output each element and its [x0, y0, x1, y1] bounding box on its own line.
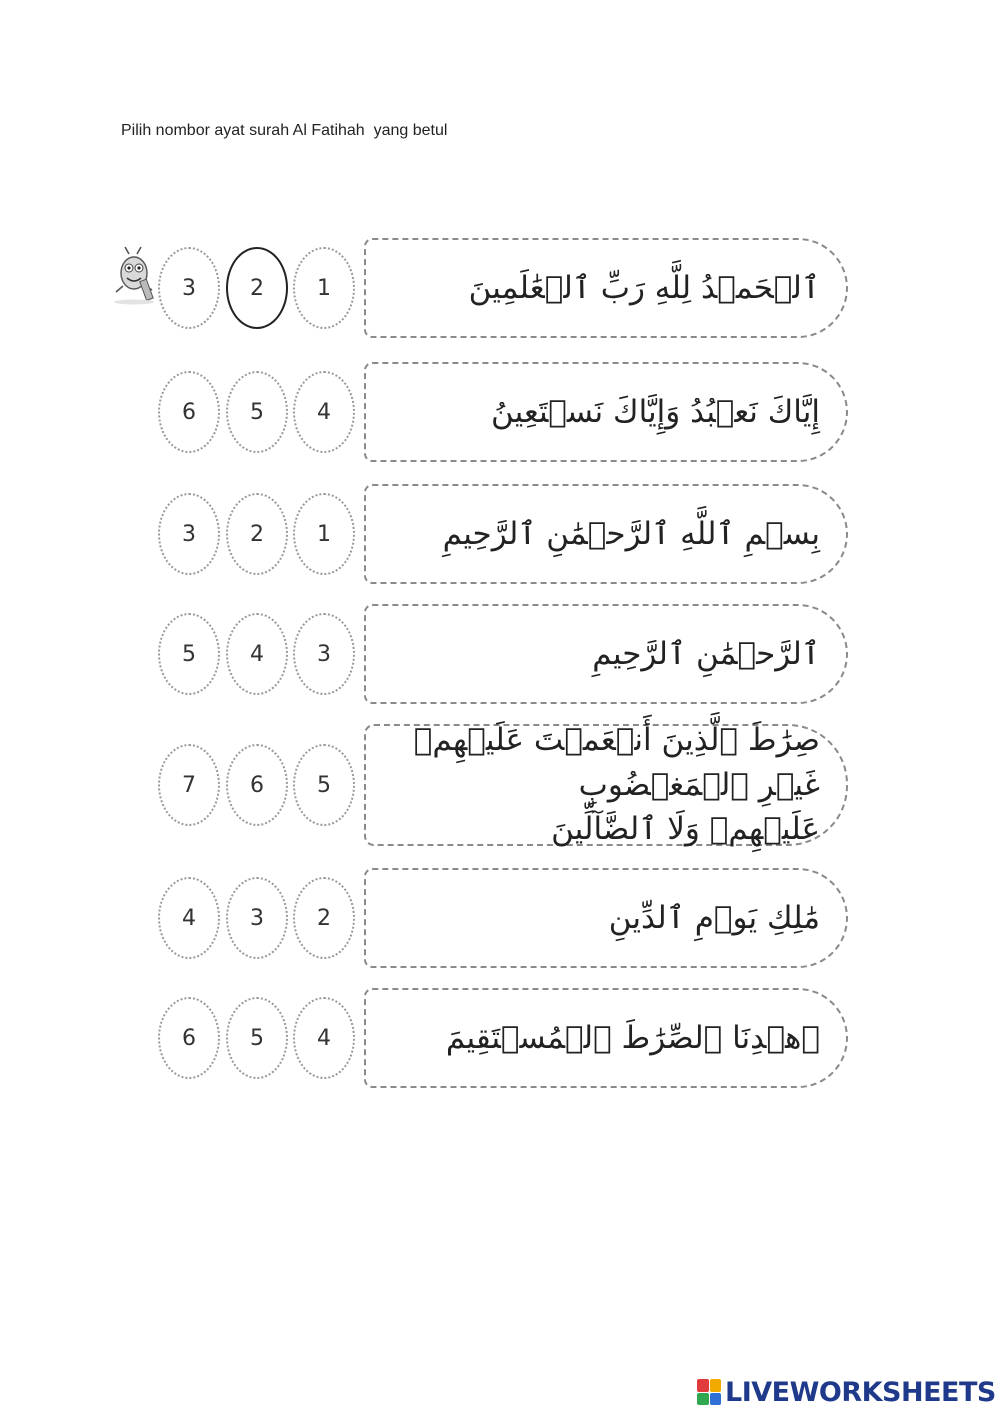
question-row [150, 868, 850, 968]
answer-option[interactable]: 5 [226, 997, 288, 1079]
verse-text [592, 632, 820, 677]
answer-option[interactable]: 2 [293, 877, 355, 959]
logo-badge-cell [697, 1379, 709, 1392]
answer-option[interactable]: 5 [158, 613, 220, 695]
answer-option[interactable]: 5 [226, 371, 288, 453]
answer-option[interactable]: 7 [158, 744, 220, 826]
answer-option[interactable]: 3 [226, 877, 288, 959]
answer-option[interactable]: 2 [226, 247, 288, 329]
answer-option[interactable]: 3 [158, 493, 220, 575]
verse-line: إِيَّاكَ نَعۡبُدُ وَإِيَّاكَ نَسۡتَعِينُ [491, 393, 820, 430]
answer-option[interactable]: 4 [158, 877, 220, 959]
answer-option[interactable]: 6 [226, 744, 288, 826]
verse-box [364, 484, 848, 584]
answer-option[interactable]: 1 [293, 493, 355, 575]
verse-text [443, 512, 820, 557]
verse-box [364, 988, 848, 1088]
answer-option[interactable]: 3 [158, 247, 220, 329]
question-row [150, 721, 850, 848]
answer-option[interactable]: 3 [293, 613, 355, 695]
question-row [150, 362, 850, 462]
answer-option[interactable]: 4 [293, 371, 355, 453]
liveworksheets-logo [697, 1375, 996, 1409]
brand-name: LIVEWORKSHEETS [725, 1376, 996, 1408]
verse-line: ٱلۡحَمۡدُ لِلَّهِ رَبِّ ٱلۡعَٰلَمِينَ [468, 269, 820, 306]
verse-text [446, 1016, 820, 1061]
verse-box [364, 604, 848, 704]
answer-option[interactable]: 5 [293, 744, 355, 826]
verse-box [364, 238, 848, 338]
verse-box [364, 721, 848, 848]
logo-badge-cell [697, 1393, 709, 1406]
answer-option[interactable]: 6 [158, 371, 220, 453]
answer-option[interactable]: 6 [158, 997, 220, 1079]
answer-option[interactable]: 4 [226, 613, 288, 695]
logo-badge-cell [710, 1393, 722, 1406]
verse-line: ٱهۡدِنَا ٱلصِّرَٰطَ ٱلۡمُسۡتَقِيمَ [445, 1019, 820, 1056]
verse-text [376, 718, 820, 853]
question-row [150, 988, 850, 1088]
verse-text [469, 266, 820, 311]
answer-option[interactable]: 1 [293, 247, 355, 329]
verse-line: عَلَيۡهِمۡ وَلَا ٱلضَّآلِّينَ [551, 811, 820, 848]
verse-line: مَٰلِكِ يَوۡمِ ٱلدِّينِ [608, 899, 820, 936]
instruction-text: Pilih nombor ayat surah Al Fatihah yang betul [121, 122, 448, 139]
logo-badge-icon [697, 1379, 721, 1405]
answer-option[interactable]: 4 [293, 997, 355, 1079]
verse-line: بِسۡمِ ٱللَّهِ ٱلرَّحۡمَٰنِ ٱلرَّحِيمِ [442, 515, 820, 552]
answer-option[interactable]: 2 [226, 493, 288, 575]
verse-box [364, 868, 848, 968]
verse-text [491, 390, 820, 435]
verse-line: ٱلرَّحۡمَٰنِ ٱلرَّحِيمِ [592, 635, 820, 672]
question-row [150, 484, 850, 584]
verse-text [609, 896, 820, 941]
question-row [150, 604, 850, 704]
verse-box [364, 362, 848, 462]
logo-badge-cell [710, 1379, 722, 1392]
verse-line: صِرَٰطَ ٱلَّذِينَ أَنۡعَمۡتَ عَلَيۡهِمۡ غَيۡرِ ٱلۡمَغۡضُوبِ [413, 721, 820, 803]
question-row [150, 238, 850, 338]
